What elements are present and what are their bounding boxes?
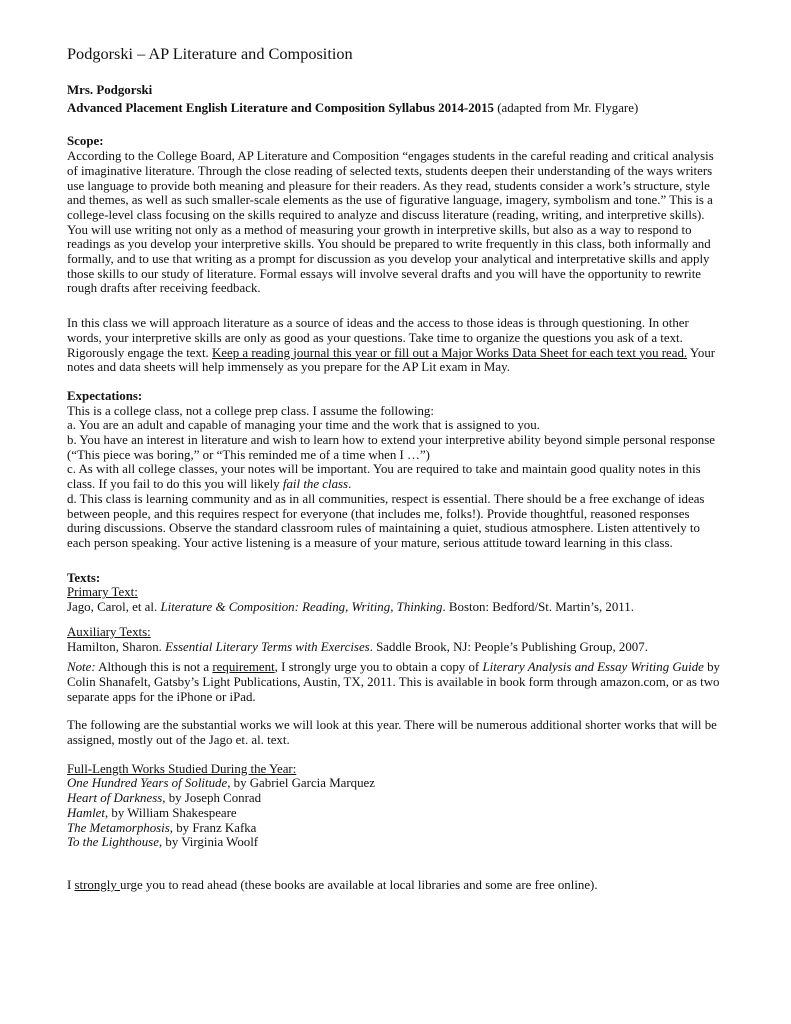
texts-heading: Texts:: [67, 570, 101, 585]
note-part-1: Although this is not a: [95, 660, 213, 675]
syllabus-attribution: (adapted from Mr. Flygare): [493, 100, 639, 115]
aux-publisher: . Saddle Brook, NJ: People’s Publishing Group, 2007.: [369, 639, 648, 654]
expectations-intro: This is a college class, not a college prep class. I assume the following:: [67, 403, 434, 418]
work-title: Heart of Darkness,: [67, 791, 166, 806]
list-item: [67, 835, 721, 850]
document-title: Podgorski – AP Literature and Composition: [67, 44, 353, 63]
work-author: , by Gabriel Garcia Marquez: [227, 776, 376, 791]
closing-part-2: urge you to read ahead (these books are available at local libraries and some are free online).: [120, 877, 598, 892]
work-author: , by William Shakespeare: [104, 805, 237, 820]
list-item: [67, 791, 721, 806]
work-title: Hamlet: [67, 805, 105, 820]
closing-part-1: I: [67, 877, 75, 892]
list-item: [67, 821, 721, 836]
note-label: Note:: [67, 660, 96, 675]
expectation-a: a. You are an adult and capable of managing your time and the work that is assigned to you.: [67, 418, 540, 433]
works-list: [67, 776, 721, 850]
expectation-b: b. You have an interest in literature and wish to learn how to extend your interpretive ability beyond simple personal response (“This piece was boring,” or “This reminded me of a time when I …”): [67, 433, 715, 462]
work-author: by Joseph Conrad: [165, 791, 262, 806]
aux-title: Essential Literary Terms with Exercises: [165, 639, 370, 654]
work-title: One Hundred Years of Solitude: [67, 776, 228, 791]
scope-p2-end: Your notes and data sheets will help immensely as you prepare for the AP Lit exam in May.: [67, 345, 716, 375]
auxiliary-text-citation: [67, 640, 721, 655]
expectations-heading: Expectations:: [67, 388, 143, 403]
expectation-c-italic: fail the class: [282, 477, 349, 492]
scope-paragraph-1: According to the College Board, AP Literature and Composition “engages students in the careful reading and critical analysis of imaginative literature. Through the close reading of selected texts, students deepen their understanding of the ways writers use language to provide both meaning and pleasure for their readers. As they read, students consider a work’s structure, style and themes, as well as such smaller-scale elements as the use of figurative language, imagery, symbolism and tone.” This is a college-level class focusing on the skills required to analyze and discuss literature (reading, writing, and interpretive skills). You will use writing not only as a method of measuring your growth in interpretive skills, but also as a way to respond to readings as you develop your interpretive skills. You should be prepared to write frequently in this class, both informally and formally, and to use that writing as a prompt for discussion as you develop your analytical and interpretative skills and apply those skills to our study of literature. Formal essays will involve several drafts and you will have the opportunity to rewrite rough drafts after receiving feedback.: [67, 149, 714, 296]
closing-strongly: strongly: [74, 877, 120, 892]
work-title: To the Lighthouse: [67, 835, 159, 850]
expectation-d: d. This class is learning community and as in all communities, respect is essential. There should be a free exchange of ideas between people, and this requires respect for everyone (that includes me, folks!). Provide thoughtful, reasoned responses during discussions. Observe the standard classroom rules of maintaining a quiet, studious atmosphere. Listen attentively to each person speaking. Your active listening is a measure of your mature, serious attitude toward learning in this class.: [67, 491, 705, 550]
scope-paragraph-2: [67, 316, 721, 375]
auxiliary-texts-label: Auxiliary Texts:: [67, 624, 151, 639]
list-item: [67, 776, 721, 791]
note-part-2: , I strongly urge you to obtain a copy of: [274, 660, 483, 675]
aux-author: Hamilton, Sharon.: [67, 639, 166, 654]
syllabus-title: Advanced Placement English Literature and Composition Syllabus 2014-2015: [67, 100, 494, 115]
note-part-3: by Colin Shanafelt, Gatsby’s Light Publications, Austin, TX, 2011. This is available in book form through amazon.com, or as two separate apps for the iPhone or iPad.: [67, 660, 720, 704]
scope-p2-start: In this class we will approach literature as a source of ideas and the access to those ideas is through questioning. In other words, your interpretive skills are only as good as your questions. Take time to organize the questions you ask of a text. Rigorously engage the text.: [67, 316, 689, 360]
note-book-title: Literary Analysis and Essay Writing Guide: [482, 660, 704, 675]
work-title: The Metamorphosis: [67, 820, 170, 835]
list-item: [67, 806, 721, 821]
expectation-c-end: .: [348, 477, 352, 492]
note-requirement: requirement: [212, 660, 275, 675]
full-length-works-label: Full-Length Works Studied During the Year:: [67, 761, 297, 776]
work-author: , by Virginia Woolf: [158, 835, 259, 850]
expectation-c: [67, 462, 721, 491]
work-author: , by Franz Kafka: [169, 820, 257, 835]
primary-publisher: . Boston: Bedford/St. Martin’s, 2011.: [442, 600, 634, 615]
closing-sentence: [67, 878, 721, 893]
syllabus-heading: [67, 101, 721, 116]
teacher-name: Mrs. Podgorski: [67, 83, 153, 97]
primary-text-citation: [67, 600, 721, 615]
expectation-c-start: c. As with all college classes, your notes will be important. You are required to take and maintain good quality notes in this class. If you fail to do this you will likely: [67, 462, 701, 492]
primary-text-label: Primary Text:: [67, 585, 138, 600]
reading-journal-instruction: Keep a reading journal this year or fill out a Major Works Data Sheet for each text you read.: [212, 345, 688, 360]
works-intro: The following are the substantial works we will look at this year. There will be numerous additional shorter works that will be assigned, mostly out of the Jago et. al. text.: [67, 718, 717, 748]
note-paragraph: [67, 660, 721, 704]
primary-title: Literature & Composition: Reading, Writing, Thinking: [160, 600, 443, 615]
scope-heading: Scope:: [67, 134, 104, 149]
primary-author: Jago, Carol, et al.: [67, 600, 161, 615]
